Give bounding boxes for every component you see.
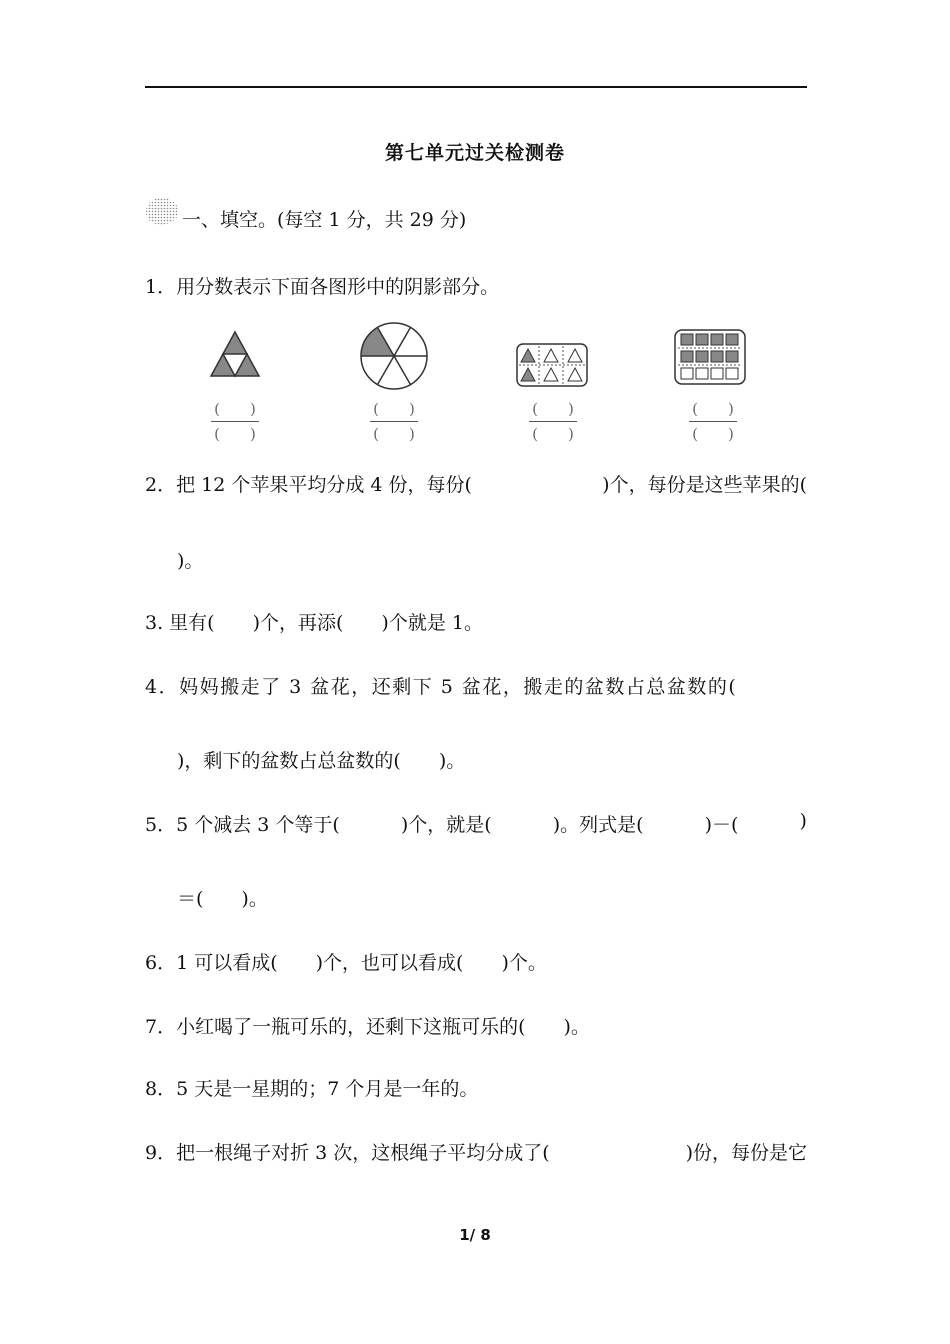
question-2-line-2: )。	[177, 550, 204, 572]
square-grid-figure-icon	[673, 320, 747, 388]
question-5-line-2: ＝( )。	[177, 888, 268, 910]
question-7: 7．小红喝了一瓶可乐的，还剩下这瓶可乐的( )。	[145, 1016, 590, 1038]
triangle-figure-icon	[207, 320, 263, 382]
question-9: 9．把一根绳子对折 3 次，这根绳子平均分成了( )份，每份是它	[145, 1142, 807, 1164]
section-heading: 一、填空。(每空 1 分，共 29 分)	[182, 209, 467, 231]
answer-fraction-4: ( ) ( )	[685, 398, 741, 445]
page-title: 第七单元过关检测卷	[384, 142, 565, 164]
answer-fraction-1: ( ) ( )	[207, 398, 263, 445]
question-4-line-1: 4．妈妈搬走了 3 盆花，还剩下 5 盆花，搬走的盆数占总盆数的(	[145, 676, 738, 698]
answer-fraction-3: ( ) ( )	[525, 398, 581, 445]
figure-row	[145, 320, 807, 450]
question-3: 3. 里有( )个，再添( )个就是 1。	[145, 612, 483, 634]
triangle-box-figure-icon	[515, 320, 589, 388]
question-4-line-2: )，剩下的盆数占总盆数的( )。	[177, 750, 466, 772]
question-6: 6．1 可以看成( )个，也可以看成( )个。	[145, 952, 547, 974]
page-number: 1/ 8	[459, 1226, 491, 1244]
section-badge-icon	[142, 192, 182, 232]
circle-figure-icon	[358, 320, 430, 392]
question-2-line-1: 2．把 12 个苹果平均分成 4 份，每份( )个，每份是这些苹果的(	[145, 474, 807, 496]
question-1: 1．用分数表示下面各图形中的阴影部分。	[145, 276, 500, 298]
header-rule	[145, 86, 807, 88]
question-5-line-1: 5．5 个减去 3 个等于( )个，就是( )。列式是( )－( )	[145, 810, 807, 836]
question-8: 8．5 天是一星期的；7 个月是一年的。	[145, 1078, 479, 1100]
answer-fraction-2: ( ) ( )	[366, 398, 422, 445]
